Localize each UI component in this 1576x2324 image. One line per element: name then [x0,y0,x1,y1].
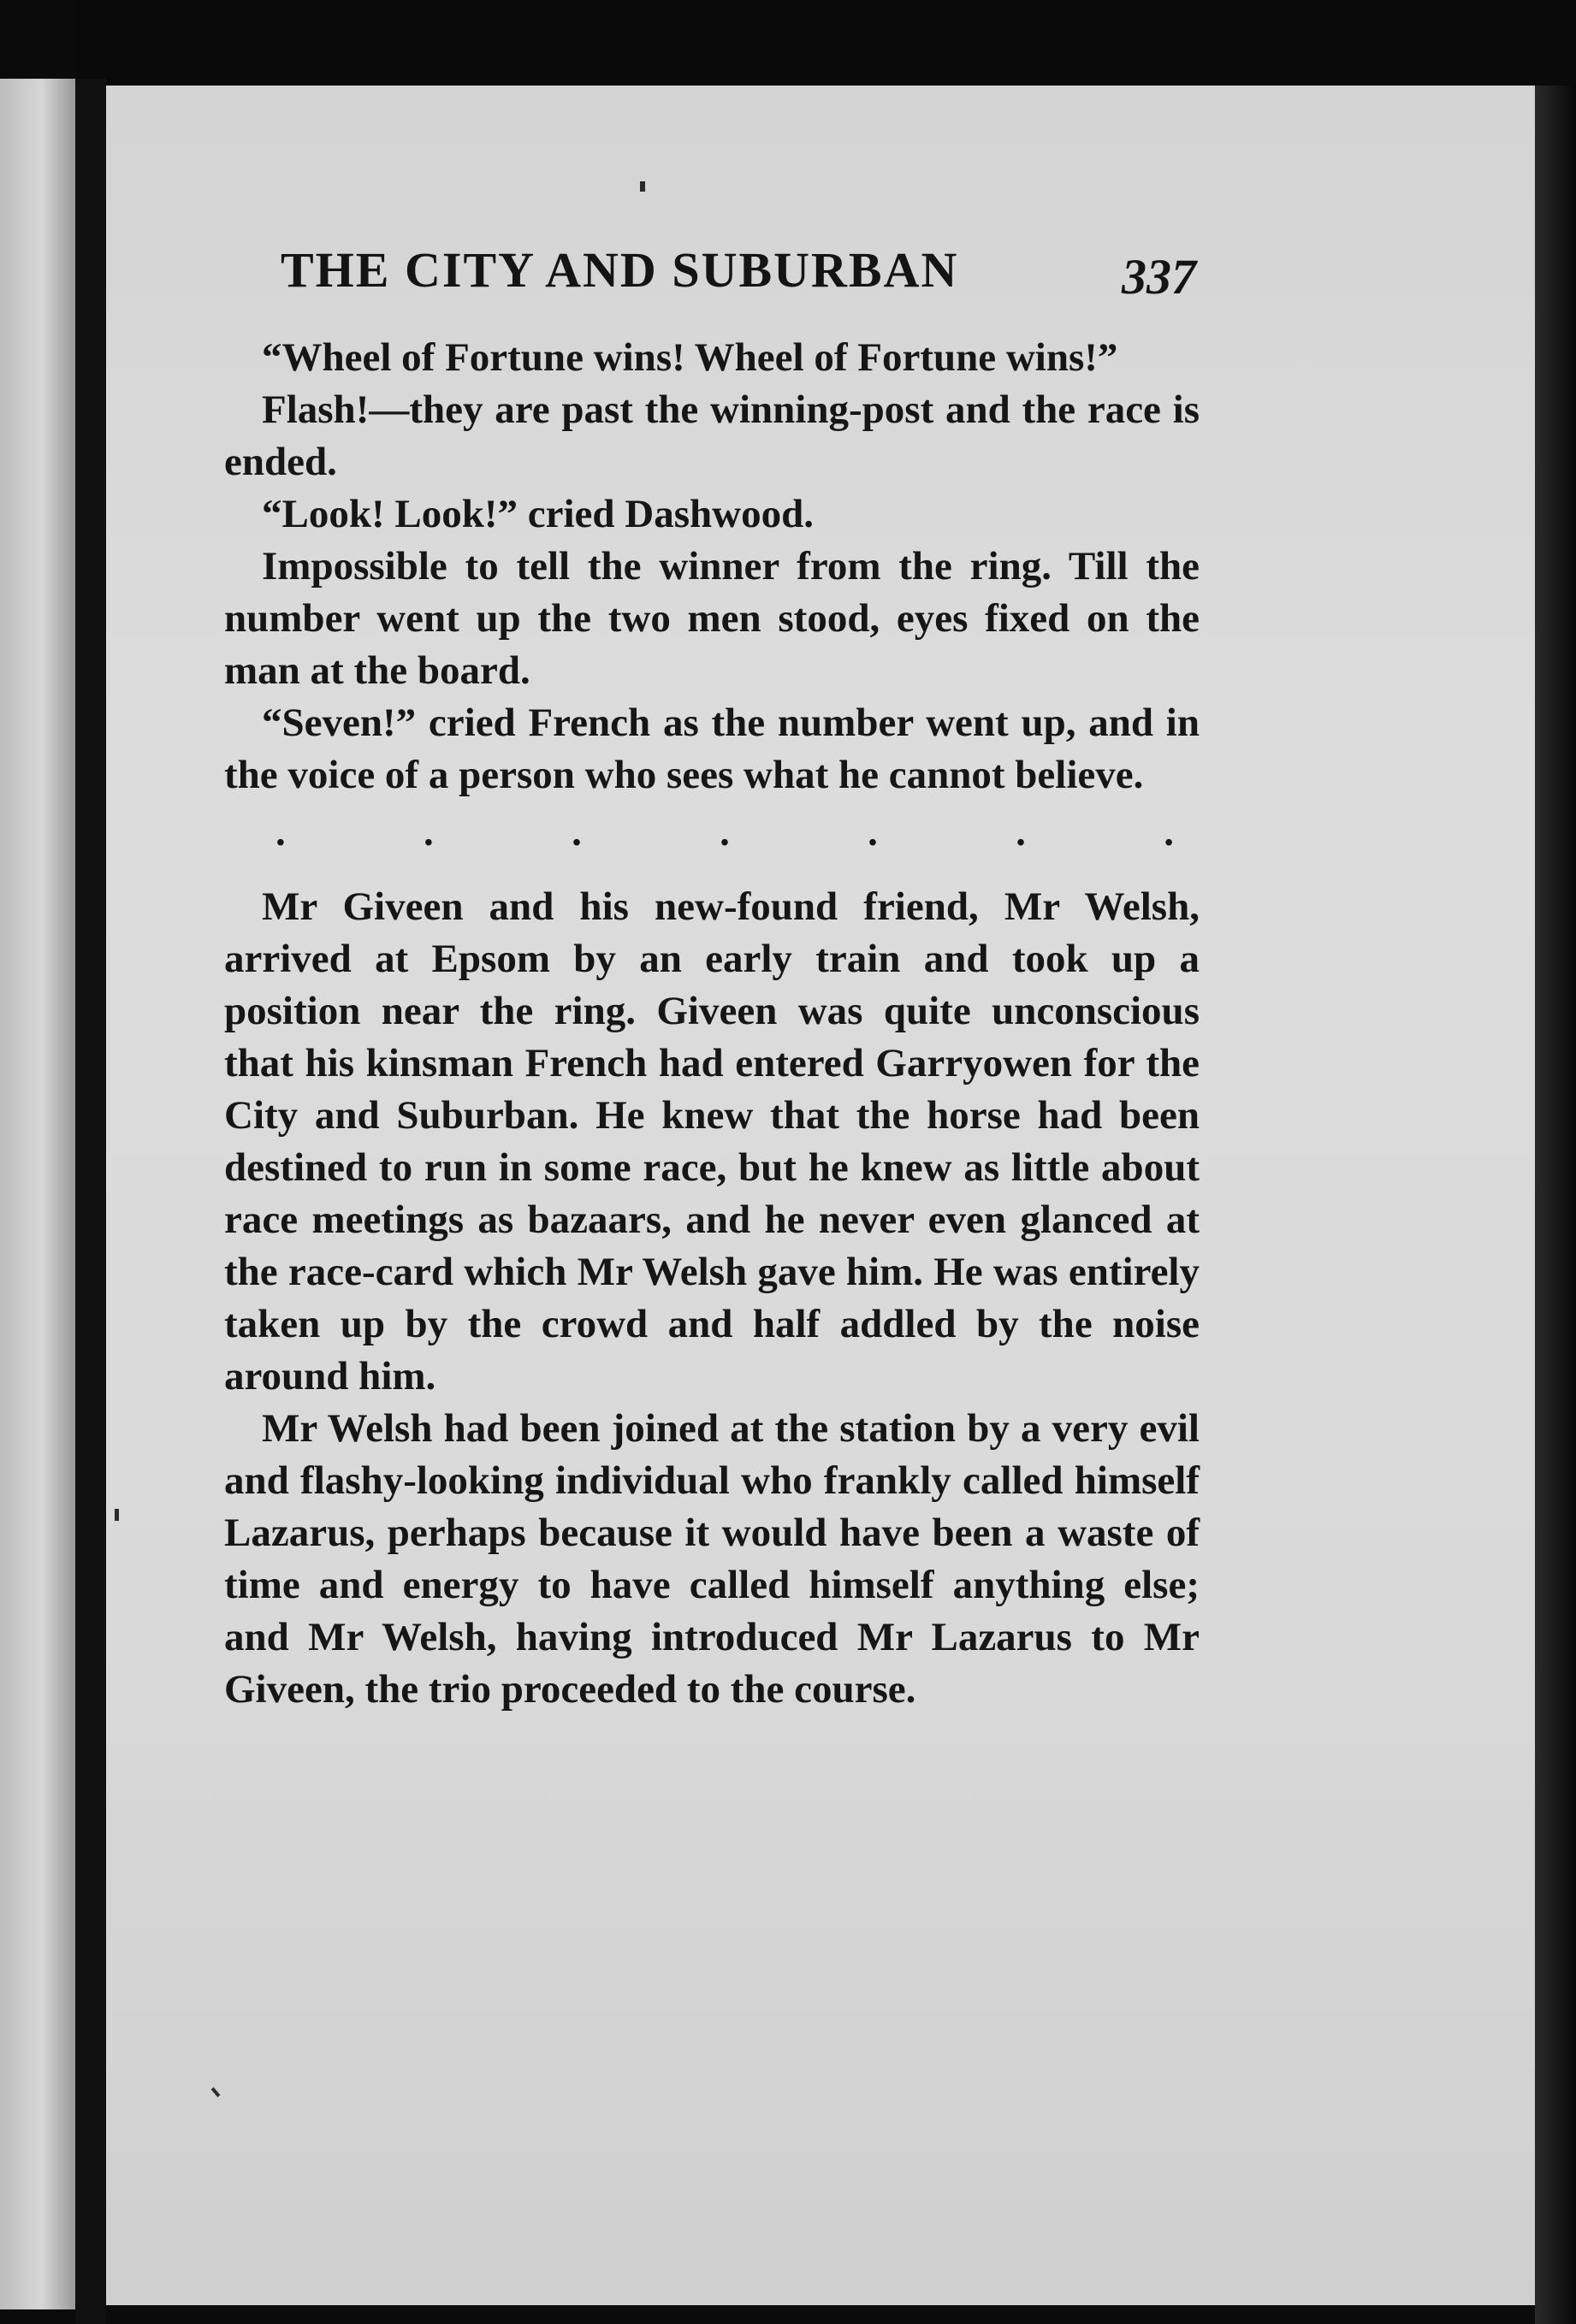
scan-speck [115,1509,119,1521]
paragraph: Mr Welsh had been joined at the station by a very evil and flashy-looking individual who frankly called himself Lazarus, perhaps because it would have been a waste of time and energy to have called himself anything else; and Mr Welsh, having introduced Mr Lazarus to Mr Giveen, the trio proceeded to the course. [224,1406,1200,1712]
facing-page-edge [0,79,75,2309]
section-break-dot: . [1016,810,1026,854]
section-break-dot: . [276,810,286,854]
section-break-dot: . [720,810,730,854]
scan-border-top [75,0,1576,86]
paragraph: “Seven!” cried French as the number went up, and in the voice of a person who sees what he cannot believe. [224,701,1200,797]
running-title: THE CITY AND SUBURBAN [281,242,959,298]
paragraph: Flash!—they are past the winning-post and the race is ended. [224,387,1200,484]
section-break-dot: . [868,810,878,854]
scan-border-right [1535,86,1576,2324]
page-number: 337 [1122,249,1196,305]
section-break-dot: . [424,810,434,854]
section-break-dots [224,807,1200,859]
paragraph: “Wheel of Fortune wins! Wheel of Fortune wins!” [262,335,1118,380]
scan-speck [640,181,645,192]
running-header [281,241,1196,310]
paragraph: Impossible to tell the winner from the ring. Till the number went up the two men stood, eyes fixed on the man at the board. [224,544,1200,693]
paragraph: “Look! Look!” cried Dashwood. [262,492,815,536]
book-gutter [75,79,106,2324]
body-text [224,332,1200,1716]
section-break-dot: . [1164,810,1174,854]
section-break-dot: . [572,810,582,854]
paragraph: Mr Giveen and his new-found friend, Mr Welsh, arrived at Epsom by an early train and took up a position near the ring. Giveen was quite unconscious that his kinsman French had entered Garryowen for the City and Suburban. He knew that the horse had been destined to run in some race, but he knew as little about race meetings as bazaars, and he never even glanced at the race-card which Mr Welsh gave him. He was entirely taken up by the crowd and half addled by the noise around him. [224,884,1200,1399]
